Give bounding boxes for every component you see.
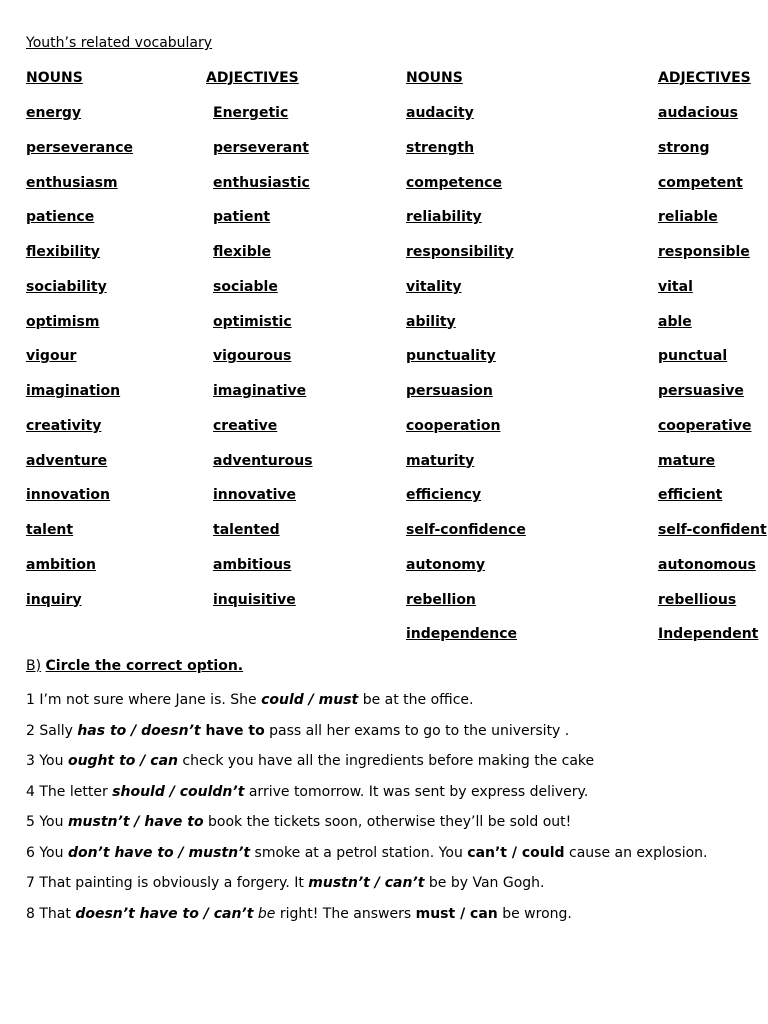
word-list — [26, 103, 133, 624]
exercise-sentence — [26, 811, 708, 842]
answer-option: doesn’t have to / can’t — [75, 905, 254, 922]
vocab-word: patient — [213, 209, 271, 226]
vocab-word: sociability — [26, 278, 107, 295]
exercise-sentence — [26, 842, 708, 873]
vocab-word: innovative — [213, 487, 297, 504]
vocab-word: adventure — [26, 452, 108, 469]
vocab-word: sociable — [213, 278, 278, 295]
vocab-word: reliability — [406, 209, 482, 226]
vocab-word: strong — [658, 139, 710, 156]
vocab-word: perseverance — [26, 139, 133, 156]
answer-option: mustn’t / can’t — [308, 875, 425, 891]
vocab-word: enthusiasm — [26, 174, 118, 191]
vocab-word: talented — [213, 522, 280, 538]
exercise-sentence — [26, 750, 708, 781]
adjectives-column-1 — [206, 68, 313, 624]
answer-option: has to / doesn’t — [77, 722, 201, 739]
vocab-word: optimism — [26, 313, 100, 330]
sentence-text: arrive tomorrow. It was sent by express delivery. — [244, 783, 589, 800]
sentence-text: pass all her exams to go to the university . — [264, 722, 570, 739]
vocab-word: Energetic — [213, 105, 289, 121]
column-header: ADJECTIVES — [206, 70, 299, 86]
sentence-text: cause an explosion. — [564, 844, 708, 861]
vocab-word: adventurous — [213, 452, 313, 469]
sentence-text: 8 That — [26, 905, 76, 922]
vocab-word: inquisitive — [213, 591, 296, 608]
vocab-word: energy — [26, 105, 82, 121]
vocab-word: optimistic — [213, 313, 292, 330]
vocab-word: responsible — [658, 244, 750, 260]
vocab-word: talent — [26, 522, 74, 538]
answer-option: don’t have to / mustn’t — [67, 844, 251, 861]
vocab-word: autonomy — [406, 556, 486, 573]
vocab-word: vigourous — [213, 348, 292, 365]
vocab-word: imagination — [26, 383, 121, 399]
column-header: NOUNS — [26, 70, 83, 86]
vocab-word: responsibility — [406, 244, 514, 260]
column-header: ADJECTIVES — [658, 70, 751, 86]
vocab-word: competence — [406, 174, 502, 191]
answer-option: have to — [200, 722, 265, 739]
vocab-word: efficiency — [406, 487, 482, 504]
word-list — [406, 103, 526, 659]
sentence-text: 2 Sally — [26, 722, 78, 739]
word-list — [213, 103, 313, 624]
sentence-text: 3 You — [26, 753, 68, 769]
vocab-word: rebellious — [658, 591, 737, 608]
vocab-word: vital — [658, 278, 693, 295]
vocab-word: audacious — [658, 105, 738, 121]
exercise-sentence — [26, 872, 708, 903]
answer-option: must / can — [415, 905, 498, 922]
vocab-word: vigour — [26, 348, 77, 365]
vocab-word: vitality — [406, 278, 462, 295]
vocab-word: flexibility — [26, 244, 100, 260]
exercise-sentence — [26, 781, 708, 812]
exercise-sentence — [26, 903, 708, 934]
answer-option: mustn’t / have to — [67, 814, 204, 830]
sentence-text: 1 I’m not sure where Jane is. She — [26, 692, 262, 708]
section-instruction: Circle the correct option. — [45, 658, 244, 674]
answer-option: ought to / can — [67, 753, 178, 769]
vocab-word: strength — [406, 139, 475, 156]
vocab-word: mature — [658, 452, 716, 469]
exercise-sentences — [26, 689, 708, 933]
section-label: B) — [26, 658, 42, 674]
sentence-text: 4 The letter — [26, 783, 113, 800]
vocab-word: punctual — [658, 348, 728, 365]
vocab-word: independence — [406, 626, 518, 643]
vocab-word: maturity — [406, 452, 475, 469]
vocab-word: competent — [658, 174, 743, 191]
nouns-column-1 — [26, 68, 133, 624]
sentence-text: right! The answers — [275, 905, 416, 922]
vocab-word: creative — [213, 417, 278, 434]
vocab-word: creativity — [26, 417, 102, 434]
answer-option: should / couldn’t — [112, 783, 245, 800]
vocab-word: Independent — [658, 626, 759, 643]
vocab-word: imaginative — [213, 383, 307, 399]
vocab-word: audacity — [406, 105, 474, 121]
vocab-word: flexible — [213, 244, 272, 260]
sentence-text: be at the office. — [358, 692, 474, 708]
nouns-column-2 — [406, 68, 526, 659]
vocab-word: innovation — [26, 487, 110, 504]
column-header: NOUNS — [406, 70, 463, 86]
exercise-sentence — [26, 720, 708, 751]
vocab-word: inquiry — [26, 591, 82, 608]
word-list — [658, 103, 767, 659]
vocab-word: rebellion — [406, 591, 476, 608]
vocab-word: ambition — [26, 556, 96, 573]
vocab-word: enthusiastic — [213, 174, 310, 191]
vocab-word: persuasion — [406, 383, 493, 399]
vocab-word: reliable — [658, 209, 718, 226]
exercise-sentence — [26, 689, 708, 720]
vocab-word: cooperative — [658, 417, 752, 434]
vocab-word: patience — [26, 209, 95, 226]
sentence-text: smoke at a petrol station. You — [250, 844, 468, 861]
vocab-word: able — [658, 313, 692, 330]
adjectives-column-2 — [658, 68, 767, 659]
vocab-word: ability — [406, 313, 456, 330]
sentence-text: book the tickets soon, otherwise they’ll be sold out! — [203, 814, 572, 830]
sentence-text: be by Van Gogh. — [424, 875, 545, 891]
answer-option: be — [253, 905, 276, 922]
vocab-word: cooperation — [406, 417, 501, 434]
page-title: Youth’s related vocabulary — [26, 35, 213, 51]
vocab-word: punctuality — [406, 348, 496, 365]
section-b-heading — [26, 658, 243, 674]
answer-option: can’t / could — [467, 844, 565, 861]
answer-option: could / must — [261, 692, 359, 708]
vocab-word: ambitious — [213, 556, 292, 573]
sentence-text: 5 You — [26, 814, 68, 830]
vocab-word: persuasive — [658, 383, 744, 399]
sentence-text: 7 That painting is obviously a forgery. It — [26, 875, 309, 891]
vocab-word: autonomous — [658, 556, 756, 573]
vocab-word: perseverant — [213, 139, 309, 156]
vocab-word: efficient — [658, 487, 723, 504]
vocab-word: self-confident — [658, 522, 767, 538]
sentence-text: 6 You — [26, 844, 68, 861]
sentence-text: be wrong. — [497, 905, 572, 922]
vocab-word: self-confidence — [406, 522, 526, 538]
sentence-text: check you have all the ingredients before making the cake — [177, 753, 595, 769]
